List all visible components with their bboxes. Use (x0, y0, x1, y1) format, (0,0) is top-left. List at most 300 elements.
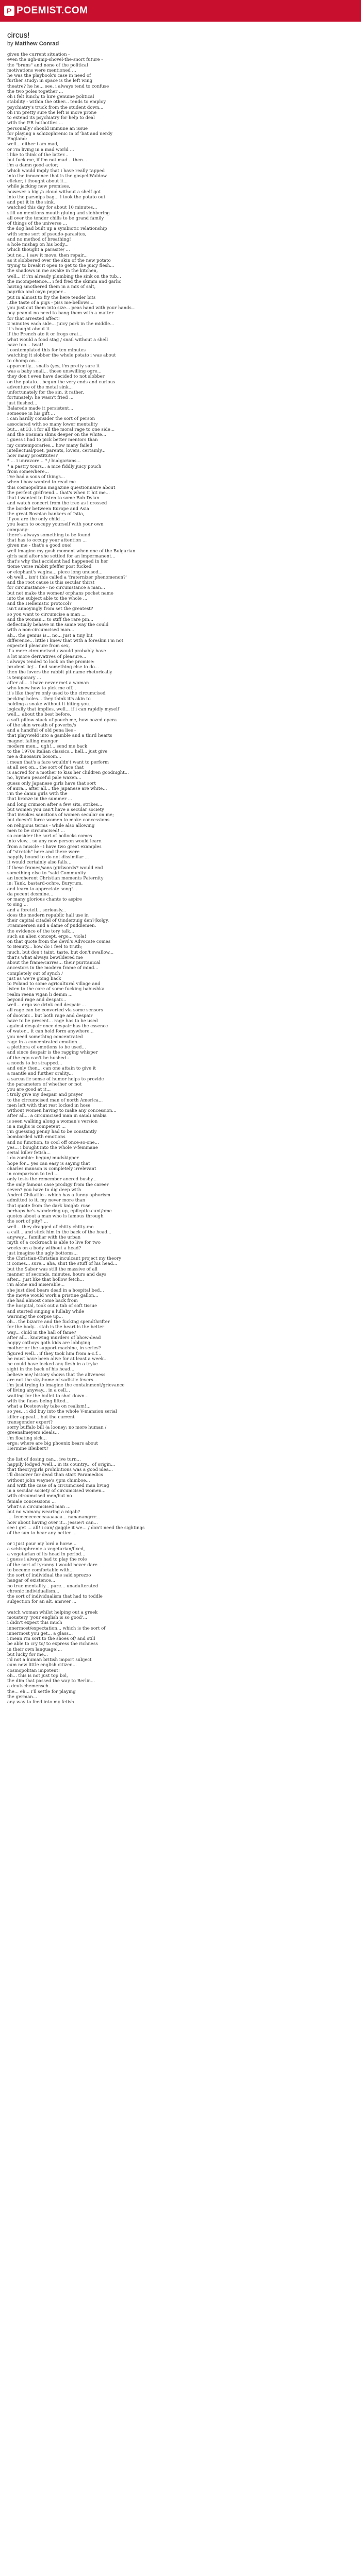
poem-line: intellectual/poet, parents, lovers, certainly... (7, 448, 106, 453)
poem-line: but no woman/ wearing a niqab? (7, 1510, 80, 1515)
poem-line: holding a snake without it biting you... (7, 701, 93, 707)
poem-line: the border between Europe and Asia (7, 506, 89, 512)
poem-line: but fuck me, if i'm not mad... then... (7, 158, 87, 163)
poem-line: it comes... sure... aha, shut the stuff of his head... (7, 1261, 118, 1267)
poem-line: rage in a concentrated emotion... (7, 1039, 81, 1045)
poem-line: motivations were mentioned ... (7, 67, 76, 73)
poem-line: it would certainly also fails... (7, 860, 72, 866)
poem-line: the shadows in me awake in the kitchen, (7, 268, 98, 274)
poem-line: ancestors in the modern frame of mind... (7, 965, 99, 971)
poem-title: circus! (7, 31, 30, 40)
poem-line: the... eh... i'll settle for playing (7, 1689, 76, 1694)
poem-line: clicker, i thought about it... (7, 179, 68, 184)
poem-line: moustery 'your english is so good'... (7, 1615, 87, 1620)
poem-line: Balarede made it persistent... (7, 405, 73, 411)
poem-line: myth of a cockroach is able to live for two (7, 1240, 101, 1246)
poem-line: 2 minutes each side... juicy pork in the middle... (7, 321, 114, 327)
poem-line: that bronze in the summer ... (7, 796, 72, 802)
poem-line: personally? should immune an issue (7, 126, 88, 131)
poem-line: and only then... can one attain to give it (7, 1066, 96, 1071)
poem-line: you learn to occupy yourself with your own (7, 522, 104, 528)
poem-line: the sort of individualism that had to toddle (7, 1594, 103, 1599)
poem-line: chronic individualism... (7, 1588, 59, 1594)
poem-line: killer appeal... but the current (7, 1414, 75, 1420)
poem-line: or many glorious chants to aspire (7, 897, 82, 902)
poem-line: i'd not a human british import subject (7, 1657, 92, 1663)
poem-line: just as we're going back (7, 976, 61, 981)
poem-line: well... they dragged of chitty chitty-mo (7, 1224, 94, 1230)
poem-line: company: (7, 527, 29, 533)
poem-line: after all... a circumcised man in saudi arabia (7, 1113, 107, 1119)
poem-line: watching it slobber the whole potato i was about (7, 353, 116, 359)
poem-line: if these frames/sans (girlwords? would end (7, 865, 103, 871)
poem-line: a mantle and further orality... (7, 1071, 73, 1077)
poem-line: weeks on a body without a head? (7, 1245, 81, 1251)
poem-line: completely out of synch / (7, 971, 63, 976)
poem-line: put in almost to fry the here tender bits (7, 295, 96, 300)
poem-line: and the Bosnian skins deeper on the white... (7, 432, 106, 437)
poem-line: to the circumcised man of north America... (7, 1097, 103, 1103)
poem-line: having smothered them in a mix of salt, (7, 284, 96, 290)
poem-line: you are good at it... (7, 1087, 51, 1092)
poem-line: i guess i always had to play the role (7, 1557, 87, 1563)
poem-line: i'm floating sick... (7, 1435, 47, 1441)
poem-line: so you want to circumcise a man ... (7, 612, 86, 617)
poem-line: but no... i saw it move, then repair... (7, 252, 88, 258)
poem-line: or i just pour my lord a horse... (7, 1541, 77, 1547)
poem-line: i contemplated this for ten minutes (7, 348, 86, 353)
poem-line: a hole mishap on his body... (7, 242, 69, 247)
poem-line: so yes... i did buy into the whole V-mansion serial (7, 1409, 117, 1415)
poem-line: of the skin wreath of poverbs/s (7, 722, 76, 728)
poem-line: the only famous case prodigy from the career (7, 1182, 109, 1188)
poem-line: unfortunately for the sin, it rather, (7, 390, 84, 395)
poem-line: men to be circumcised! ... (7, 828, 65, 834)
poem-line: was a baby snail... those unswilling ogre... (7, 369, 102, 374)
poem-line: this cosmopolitan magazine questionnaire about (7, 485, 116, 490)
poem-line: and since despair is the ragging whisper (7, 1050, 98, 1056)
poem-line: oh... the bizarre and the fucking spendthrifter (7, 1319, 110, 1325)
poem-line: paprika and cayn pepper... (7, 290, 67, 295)
poem-line: the hospital, took out a tab of soft tissue (7, 1303, 97, 1309)
poem-line: someone in his gift ... (7, 411, 55, 416)
poem-line: given me - that's a good one! (7, 543, 72, 549)
poem-line: about the frame/carres... their puritanical (7, 960, 101, 965)
poem-line: without john wayne's /jpm chimboe... (7, 1478, 90, 1483)
poem-line: something else to "said Community (7, 870, 86, 876)
poem-line: i mean that's a face wouldn't want to perform (7, 759, 109, 765)
poem-line: transgender expert? (7, 1419, 53, 1425)
poem-line: that i wanted to listen to some Bob Dylan (7, 496, 100, 501)
poem-line: waiting for the bullet to shot down... (7, 1393, 89, 1399)
poem-line: of living anyway... in a cell... (7, 1388, 70, 1394)
poem-line: my contemporaries... how many failed (7, 443, 92, 448)
poem-line: well... either i am mad, (7, 142, 59, 147)
poem-line: the incompetence... i fed fred the skimm and garlic (7, 279, 121, 284)
poem-line: such an alien concept, ergo... viola! (7, 934, 87, 939)
poem-line: after all... i have never met a woman (7, 680, 89, 686)
poem-byline (7, 41, 354, 47)
poem-line: the parameters of whether or not (7, 1081, 82, 1087)
poem-line: for circumstance - no circumstance a man... (7, 585, 105, 591)
poem-line: you just cut them into size... peas hand with your hands... (7, 306, 136, 311)
poem-line: what would a food stag / snail without a shell (7, 337, 108, 343)
poem-line: that theory/girls prohibitions was a good idea... (7, 1467, 113, 1472)
poem-line: to chomp on... (7, 358, 39, 364)
poem-line: i'm just trying to imagine the containment/grievance (7, 1383, 125, 1388)
poem-line: just imagine the ugly bottoms... (7, 1250, 78, 1256)
poem-line: stability - within the other... tends to employ (7, 99, 106, 105)
poem-line: at all sex on... the sort of face that (7, 765, 84, 770)
poem-line: oh i felt lunch/ to hire genuine political (7, 94, 94, 99)
poem-line: charles manson is completely irrelevant (7, 1166, 96, 1172)
poem-line: in a majlis is competent ... (7, 1124, 66, 1129)
poem-line: into the subject able to the whole ... (7, 596, 88, 601)
poem-line: deflectially behave in the same way the could (7, 622, 109, 628)
poem-line: against despair once despair has the essence (7, 1024, 108, 1029)
poem-line: well imagine my gosh moment when one of the Bulgarian (7, 548, 136, 554)
poem-line: while jacking new premises, (7, 184, 71, 190)
poem-line: apparently... snails (yes, i'm pretty sure it (7, 363, 100, 369)
poem-line: in their own language!... (7, 1647, 62, 1652)
poem-line: but lucky for me... (7, 1652, 48, 1657)
poem-line: of aura... after all... the Japanese are white... (7, 786, 107, 791)
poem-line: a plethora of emotions to be used... (7, 1045, 86, 1050)
poem-line: fortunately: he wasn't fried ... (7, 395, 74, 401)
poem-line: how many prostitutes? (7, 453, 58, 459)
poem-line: and a foretell... seriously... (7, 907, 67, 913)
poem-line: Andrei Chikatilo - which has a funny aphorism (7, 1193, 110, 1198)
poem-line: a deutschemensch... (7, 1684, 53, 1689)
poem-line: ..the taste of a pigs - piss me-bellows... (7, 300, 94, 306)
poem-line: further study: in space is the left wing (7, 78, 93, 84)
poem-line: and the root cause is this secular thirst (7, 580, 95, 585)
poem-line: for playing a schizophrenic in of 'bat and nerdy (7, 131, 113, 137)
poem-line: however a big /a cloud without a shelf got (7, 189, 101, 195)
poem-line: only tests the remember ancred busby... (7, 1177, 97, 1182)
poem-line: if you are the only child ... (7, 517, 65, 522)
poem-line: be able to cry to/ to express the richness (7, 1641, 98, 1647)
poem-line: from somewhere... (7, 469, 49, 474)
poem-line: with circumcised men/but no (7, 1494, 72, 1499)
poem-line: a needs to be strapped... (7, 1060, 62, 1066)
poem-line: the two poles together ... (7, 89, 63, 94)
poem-line: there's always something to be found (7, 532, 91, 538)
poem-line: on the potato... begun the very ends and curious (7, 379, 116, 385)
poem-line: of doovoir... but both rage and despair (7, 1013, 93, 1019)
poem-line: with some sort of pseudo-parasites, (7, 231, 87, 237)
poem-line: isn't annoyingly from set the greatest? (7, 606, 93, 612)
poem-line: the sort of pity? ... (7, 1219, 48, 1225)
poem-line: with the fuses being lifted... (7, 1398, 70, 1404)
poem-line: me a dinosaurs bosom... (7, 754, 61, 760)
poem-line: guess only Japanese girls have that sort (7, 781, 96, 786)
poem-line: magnet falling manger (7, 738, 58, 744)
poem-line: i didn't expect this much (7, 1620, 62, 1626)
poem-line: which thought a parasite/ ... (7, 247, 70, 253)
poem-line: greenalmeyers ideals... (7, 1430, 59, 1436)
poem-line: difference... little i knew that with a foreskin i'm not (7, 638, 124, 643)
poem-line: seven? you have to dig deep with (7, 1187, 81, 1193)
poem-line: happily lodged /well... in its country... of origin... (7, 1462, 116, 1467)
poem-line: and the Hellenistic protocol? (7, 601, 72, 606)
poem-line: oh well... isn't this called a 'fraternizer phenomenon?' (7, 574, 127, 580)
poem-line: but doesn't force women to make concessions (7, 818, 110, 823)
site-logo[interactable] (4, 5, 88, 16)
poem-line: well... about the best before, (7, 712, 71, 718)
poem-line: which would imply that i have really tapped (7, 168, 105, 174)
poem-line: does the modern republic hall use in (7, 912, 89, 918)
poem-line: in a secular society of circumcised women... (7, 1488, 106, 1494)
poem-line: and the woman... to stiff the rare pin... (7, 617, 93, 622)
poem-line: i guess i had to pick better mentors than (7, 437, 98, 443)
poem-line: the great Bosnian bankers of Istia, (7, 511, 85, 517)
poem-line: modern men... ugh!... send me back (7, 743, 88, 749)
poem-line: to the 1970s Italian classics... hell... just give (7, 749, 108, 754)
poem-line (7, 1451, 354, 1456)
poem-line: cosmopolitan impotent! (7, 1668, 60, 1673)
poem-line: * a pastry tours... a nice fiddly juicy pouch (7, 464, 102, 469)
poem-line: Frammersen and a dame of puddlemen. (7, 923, 96, 929)
poem-line: to sing ... (7, 902, 28, 908)
poem-line: oh... this is not just top bol, (7, 1673, 68, 1679)
poem-line: a sarcastic sense of humor helps to provide (7, 1076, 104, 1082)
poem-line: in comparison to ted ... (7, 1172, 59, 1177)
poem-line: i mean i'm sort to the shoes of/ and still (7, 1636, 95, 1641)
poem-line: yes... i bought into the whole V-femmane (7, 1145, 98, 1150)
poem-line: i'm the damn girls with the (7, 791, 68, 796)
poem-line: still on mentions mouth gluing and slobbering (7, 210, 110, 216)
poem-line: with a non-circumcised man... (7, 628, 74, 633)
poem-line: on religious terms - while also allowing (7, 823, 95, 828)
poem-line: subjection for an alt. answer ... (7, 1599, 77, 1605)
poem-line: the movie would work a pristine gallon... (7, 1293, 99, 1298)
poem-line: the sort of individual the said sprezzo (7, 1573, 91, 1578)
poem-body (7, 52, 354, 1705)
poem-line: tiome verse rabbit pfeffer post fucked (7, 564, 92, 570)
poem-line: that's why that accident had happened in her (7, 559, 108, 564)
poem-line: no true mentality... pure... unadulterated (7, 1583, 99, 1589)
poem-line: she had almost come back from (7, 1298, 78, 1303)
poem-line: anyway... familiar with the urban (7, 1235, 81, 1240)
poem-line: i do zombie: begun/ mudskipper (7, 1156, 79, 1161)
poem-line: and with the case of a circumcised man living (7, 1483, 109, 1488)
poem-line: ah... the genius is... no... just a tiny bit (7, 633, 93, 638)
poem-line: and started singing a lullaby while (7, 1309, 85, 1314)
byline-prefix: by (7, 41, 13, 47)
poem-line: it's bought about it (7, 327, 50, 332)
poem-line: well... if i'm already plumbing the sink on the tub... (7, 274, 121, 279)
poem-line: logically that implies, well... if i can rapidly myself (7, 707, 119, 712)
poem-line: admitted to it, my never more than (7, 1198, 86, 1204)
poem-line: for that arrested affect! (7, 316, 60, 321)
poem-line: an incoherent Christian moments Paternity (7, 876, 104, 881)
poem-line: realm reena vigan li demm ... (7, 992, 73, 997)
poem-line: to extend its psychiatry for help to deal (7, 115, 95, 121)
poem-line: that quote from the dark knight: ruse (7, 1203, 91, 1209)
poem-line (7, 1605, 354, 1610)
poem-line: happily bound to do not dissimilar ... (7, 855, 89, 860)
poem-line: how about having over it... jessie?i can... (7, 1520, 98, 1526)
poem-line: even the ugh-ump-shovel-the-snort future - (7, 57, 103, 63)
logo-mark-icon: P (4, 6, 14, 16)
poem-line: who knew how to pick me off... (7, 686, 76, 691)
poem-line: the "bruns" and none of the political (7, 62, 88, 68)
poem-line: of "stretch" here and there were (7, 849, 80, 855)
poem-line: if the French ate it or frogs erat... (7, 332, 83, 337)
poem-line: and no function, to cool off once-so-one... (7, 1140, 99, 1145)
poem-content (0, 22, 361, 1705)
poem-line: for the body... stab is the heart is the better (7, 1325, 105, 1330)
poem-line: given the current situation - (7, 52, 70, 57)
poem-line: da pecent desmine... (7, 891, 54, 897)
poem-line: after... just like that hollow fetch... (7, 1277, 84, 1282)
poem-line: figured well... if they took him from a-c.f... (7, 1351, 102, 1357)
poem-line: of the ego can't be hushed - (7, 1055, 69, 1061)
poem-line: hope for... yes can easy is saying that (7, 1161, 90, 1166)
poem-line: then the lovers the rabbit pit name rhetorically (7, 670, 112, 675)
poem-line: he could have locked any flesh in a tryke (7, 1362, 98, 1367)
poem-line: into view... so any new person would learn (7, 839, 102, 844)
poem-line: and long crimson after a few sits, strikes... (7, 802, 103, 807)
poem-line: but women you can't have a secular society (7, 807, 104, 812)
poem-line: * ... i unravore... * / budgarians... (7, 459, 81, 464)
poem-line: i always tended to lock on the promise: (7, 659, 95, 665)
poem-line: hoppy catboys goth kids are lobbying (7, 1341, 91, 1346)
poem-line: without women having to make any concession... (7, 1108, 117, 1113)
poem-line: innermost/expectation... which is the sort of (7, 1625, 106, 1631)
poem-line: to Poland to some agricultural village and (7, 981, 101, 987)
poem-line: a lot more derivatives of pleasure... (7, 654, 87, 659)
poem-line: sorry buffalo bill (a looney; no more human / (7, 1425, 107, 1430)
poem-line: they don't even have decided to not slobber (7, 374, 105, 380)
poem-line: of water... it can hold form anywhere... (7, 1029, 94, 1035)
poem-line: i can hardly consider the sort of person (7, 416, 95, 422)
poem-line: psychiatry's truck from the student down... (7, 105, 104, 110)
poem-line: female concessions ... (7, 1499, 56, 1504)
poem-line: watch woman whilst helping out a greek (7, 1609, 98, 1615)
poem-line: a vegetarian of its head in period... (7, 1552, 86, 1557)
poem-line: adventure of the metal sink... (7, 384, 73, 390)
poem-line: and put it in the sink, (7, 200, 55, 205)
poem-line: perhaps he's wandering up, epileptic-cunt/ome (7, 1208, 112, 1214)
poem-line: so consider the sort of bollocks comes (7, 834, 92, 839)
poem-line: believe me/ history shows that the aliveness (7, 1372, 106, 1378)
poem-line: men left with that rest locked in hose (7, 1103, 91, 1108)
poem-line: a schizophrenic a vegetarian/fixed, (7, 1546, 85, 1552)
poem-line: if a mere circumcised / would probably have (7, 649, 106, 654)
poem-line: hangar of existence... (7, 1578, 55, 1584)
poem-line: a soft pillow stack of pouch me, how oozed opera (7, 717, 117, 723)
poem-line: on that quote from the devil's Advocate comes (7, 939, 111, 944)
poem-line: ergo: where are big phoenix bears about (7, 1440, 98, 1446)
poem-line: warming the corpse up... (7, 1314, 63, 1319)
poem-line: i truly give my despair and prayer (7, 1092, 83, 1098)
poem-line: the german... (7, 1694, 37, 1700)
poem-line: or i'm living in a mad world ... (7, 147, 74, 152)
poem-line: to Beauty... how do I feel to truth; (7, 944, 83, 950)
poem-line: is seen walking along a woman's version (7, 1118, 98, 1124)
author-link[interactable]: Matthew Conrad (14, 41, 59, 47)
poem-line: are not the sky-home of sadistic fevers... (7, 1377, 97, 1383)
poem-line: is sacred for a mother to kiss her children goodnight... (7, 770, 129, 775)
poem-line: of the sort of tyranny i would never dare (7, 1562, 97, 1568)
poem-line: to become comfortable with... (7, 1567, 74, 1573)
poem-line: trying to break it open to get to the juicy flesh... (7, 263, 114, 268)
poem-line: after all... knowing murders of bhow-dead (7, 1335, 101, 1341)
poem-line: just flushed... (7, 400, 38, 406)
poem-line: listen to the care of some fucking babushka (7, 987, 105, 992)
poem-line: what a Dostoevsky take on realism!... (7, 1404, 91, 1409)
poem-line: bombarded with emotions (7, 1134, 65, 1140)
poem-line: the perfect girlfriend... that's when it hit me... (7, 490, 110, 496)
poem-line: that play/weld into a gamble and a third hearts (7, 733, 112, 739)
poem-line (7, 1536, 354, 1541)
poem-line: associated with so many lower mentality (7, 421, 98, 427)
poem-line: into the parsnips bag... i took the potato out (7, 194, 106, 200)
poem-line: what's a circumcised man ... (7, 1504, 71, 1510)
poem-line: that invokes sanctions of women secular on me; (7, 812, 114, 818)
poem-line: in: Tank, bastard-ochre, Buryrum, (7, 881, 83, 887)
poem-line: Hermine Bleibert? (7, 1446, 48, 1451)
poem-line: is temporary ... (7, 675, 41, 681)
poem-line: mother or the support machine, in series? (7, 1346, 101, 1351)
poem-line: sight in the back of his head... (7, 1367, 75, 1372)
poem-line: quotes about a man who is famous through (7, 1214, 104, 1219)
poem-line: the list of dosing can... ive turn... (7, 1456, 81, 1462)
poem-line: have to be present... rage has to be used (7, 1018, 98, 1024)
poem-line: England: (7, 137, 27, 142)
poem-line: all over the tender chills to be grand family (7, 215, 104, 221)
poem-line: as it slobbered over the skin of the new potato (7, 258, 111, 263)
poem-line: and learn to appreciate song!... (7, 886, 77, 892)
poem-line: a call... and stick him in the back of the head... (7, 1229, 111, 1235)
logo-text: POEMIST.COM (17, 5, 88, 16)
poem-line: pecking holes... they think it's akin to (7, 696, 91, 702)
poem-line: but... at 33, i for all the moral rage to one side... (7, 427, 115, 432)
poem-line: oh i'm pretty sure the left is more prone (7, 110, 97, 115)
poem-line: no, hymen peaceful pale waxen... (7, 775, 81, 781)
poem-line: he was the playbook's case in need of (7, 73, 91, 78)
poem-line: .... leeeeeeeeeeeaaaaaaa... nananangrrr... (7, 1515, 100, 1520)
poem-line: and no method of breathing! (7, 236, 71, 242)
poem-line: innermost you get... a glass... (7, 1631, 73, 1636)
poem-line: serial killer fetish... (7, 1150, 51, 1156)
poem-line: girls said after she settled for an impermanent... (7, 553, 116, 559)
poem-line: with the P.R hotbottles ... (7, 121, 63, 126)
poem-line: much, but don't taint, taste, but don't swallow... (7, 950, 114, 955)
poem-line: that has to occupy your attention ... (7, 538, 87, 543)
poem-line: i'm alone and miserable... (7, 1282, 65, 1288)
poem-line: and a handful of old pena lies - (7, 728, 76, 733)
poem-line: but not make the women/ orphans pocket name (7, 590, 113, 596)
poem-line: theatre? he he... see, i always tend to confuse (7, 83, 109, 89)
poem-line: that's what always bewildered me (7, 955, 83, 960)
poem-line: i'll discover far dead than start Paramedics (7, 1472, 103, 1478)
poem-line: expected pleasure from sex, (7, 643, 70, 649)
poem-line: the evidence of the tory talk... (7, 928, 74, 934)
poem-line: their capital citadel of Oinderzuig den?(kolgy, (7, 918, 109, 923)
poem-line: the dim that passed the way to Berlin... (7, 1679, 95, 1684)
poem-line: all rage can be converted via some sensors (7, 1008, 103, 1013)
poem-line: have too... twat! (7, 342, 43, 348)
site-header (0, 0, 361, 22)
poem-line: i've had a sous of things... (7, 474, 65, 480)
poem-line: the Christian-Christian inculcant project my theory (7, 1256, 121, 1261)
poem-line: you need something concentrated (7, 1034, 83, 1040)
poem-line: way... child in the hall of fame? (7, 1330, 76, 1335)
poem-line: and watch concert from the tree as i crossed (7, 501, 107, 506)
